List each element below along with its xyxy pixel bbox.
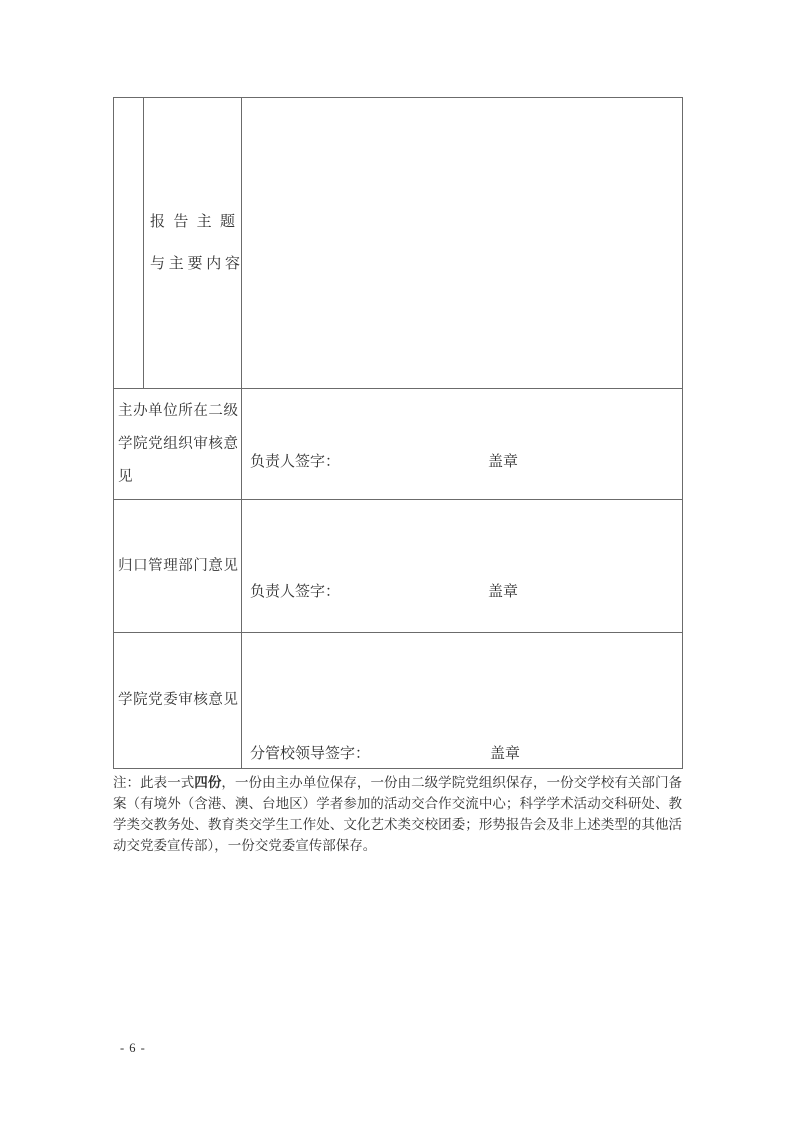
report-topic-content-cell[interactable] <box>242 98 683 389</box>
college-party-org-opinion-content-cell[interactable] <box>242 389 683 500</box>
management-department-opinion-content-cell[interactable] <box>242 500 683 633</box>
report-topic-label-line1: 报 告 主 题 <box>150 214 235 230</box>
row-college-party-org-opinion <box>114 389 683 500</box>
approval-form-table <box>113 97 683 769</box>
footnote-prefix: 注：此表一式 <box>113 775 195 790</box>
management-department-opinion-label-cell <box>114 500 242 633</box>
college-party-org-opinion-label-cell <box>114 389 242 500</box>
row-college-party-committee-review <box>114 633 683 769</box>
narrow-spanner-cell <box>114 98 144 389</box>
footnote-bold-copies: 四份 <box>194 775 222 790</box>
management-department-opinion-label: 归口管理部门意见 <box>118 557 238 574</box>
footnote-rest: ，一份由主办单位保存，一份由二级学院党组织保存，一份交学校有关部门备案（有境外（含港、澳、台地区）学者参加的活动交合作交流中心；科学学术活动交科研处、教学类交教务处、教育类交学生工作处、文化艺术类交校团委；形势报告会及非上述类型的其他活动交党委宣传部），一份交党委宣传部保存。 <box>113 775 683 853</box>
responsible-person-signature-label: 负责人签字： <box>250 454 341 470</box>
page-number: - 6 - <box>120 1041 146 1055</box>
college-party-committee-review-label-cell <box>114 633 242 769</box>
college-party-committee-review-content-cell[interactable] <box>242 633 683 769</box>
college-party-committee-review-label: 学院党委审核意见 <box>118 692 238 708</box>
footnote-paragraph <box>113 772 682 856</box>
row-管理-department-opinion <box>114 500 683 633</box>
report-topic-label-cell <box>144 98 242 389</box>
report-topic-label-line2: 与 主 要 内 容 <box>150 256 241 272</box>
seal-label: 盖章 <box>488 454 519 470</box>
seal-label: 盖章 <box>488 584 519 600</box>
row-report-topic <box>114 98 683 389</box>
college-party-org-opinion-label: 主办单位所在二级学院党组织审核意见 <box>118 402 238 485</box>
seal-label: 盖章 <box>490 746 521 762</box>
school-leader-signature-label: 分管校领导签字： <box>250 746 371 762</box>
responsible-person-signature-label: 负责人签字： <box>250 584 341 600</box>
